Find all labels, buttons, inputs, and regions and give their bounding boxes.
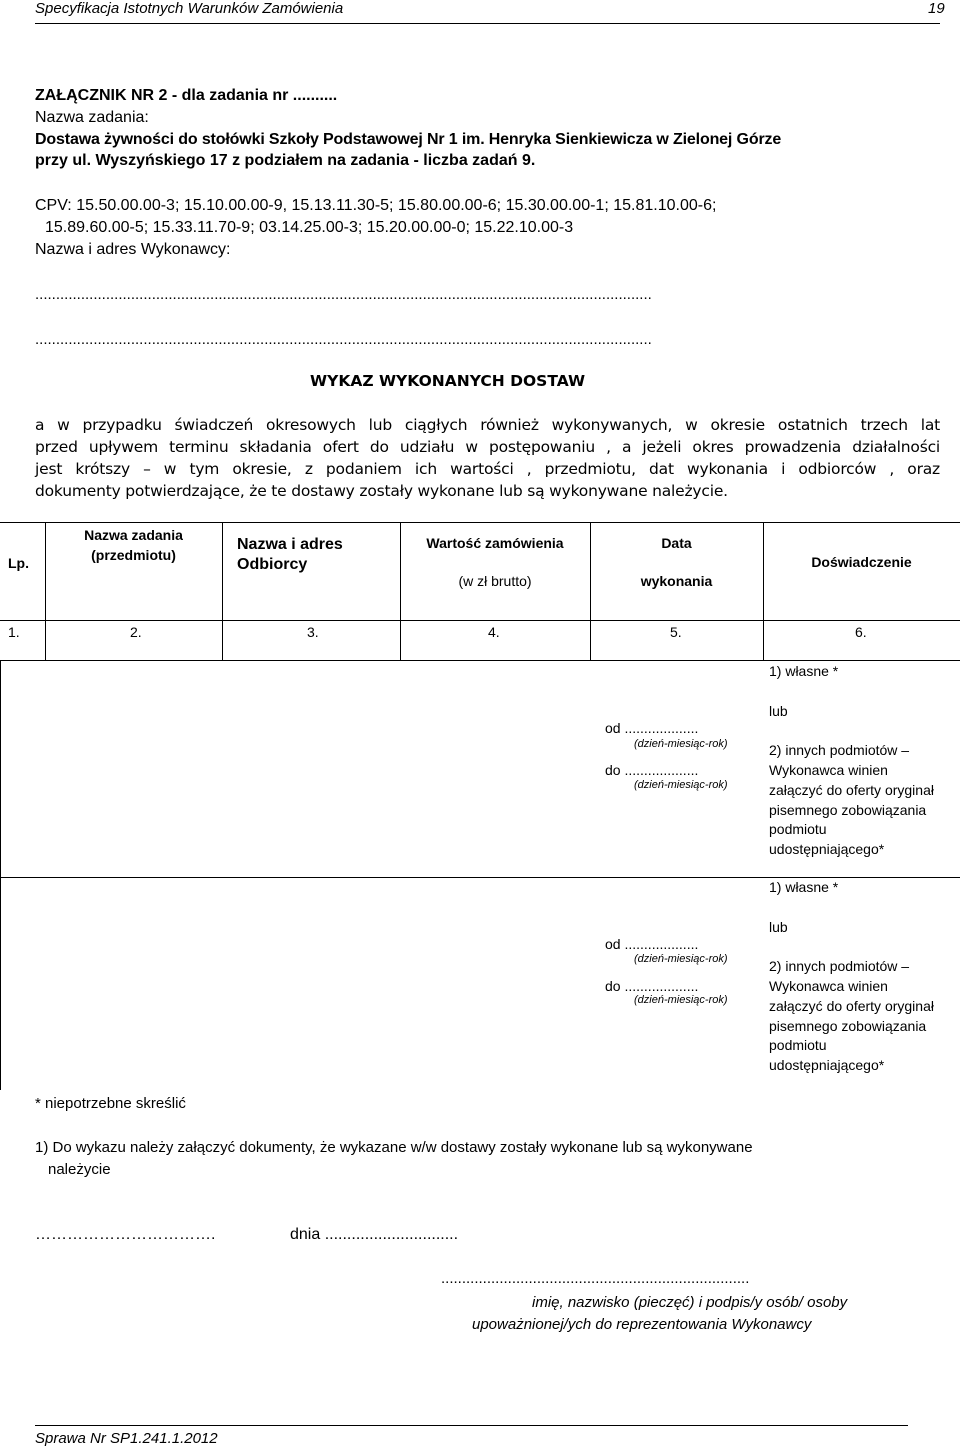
table-header-rule	[0, 620, 960, 621]
experience-line: 2) innych podmiotów –	[769, 958, 910, 975]
col-header-date-sub: wykonania	[640, 573, 713, 589]
experience-line: lub	[769, 918, 788, 935]
date-from: od ...................	[605, 720, 699, 736]
table-left-border	[0, 660, 1, 1090]
experience-line	[769, 682, 934, 702]
intro-line: a w przypadku świadczeń okresowych lub ciągłych również wykonywanych, w okresie ostatnich trzech lat	[35, 416, 940, 434]
col-header-value-sub: (w zł brutto)	[458, 573, 532, 589]
col-divider	[763, 522, 764, 660]
experience-line: podmiotu	[769, 1037, 827, 1054]
experience-line: załączyć do oferty oryginał	[769, 997, 934, 1014]
date-to: do ...................	[605, 762, 699, 778]
list-title: WYKAZ WYKONANYCH DOSTAW	[310, 372, 586, 390]
attachment-note-line-2: należycie	[48, 1161, 111, 1178]
col-number: 6.	[855, 624, 867, 640]
col-number: 5.	[670, 624, 682, 640]
col-divider	[222, 522, 223, 660]
table-number-rule	[0, 660, 960, 661]
col-header-experience: Doświadczenie	[811, 554, 912, 570]
signature-dots: ..........................................................................	[441, 1270, 750, 1287]
col-number: 2.	[130, 624, 142, 640]
signature-date: dnia ..............................	[290, 1226, 459, 1243]
annex-title: ZAŁĄCZNIK NR 2 - dla zadania nr ..........	[35, 87, 338, 104]
col-header-recipient	[237, 535, 343, 575]
cpv-line-2: 15.89.60.00-5; 15.33.11.70-9; 03.14.25.00-3; 15.20.00.00-0; 15.22.10.00-3	[45, 219, 574, 236]
experience-line: Wykonawca winien	[769, 977, 888, 994]
col-header-date: Data	[661, 535, 692, 551]
signature-line-1: imię, nazwisko (pieczęć) i podpis/y osób/ osoby	[532, 1294, 848, 1311]
contractor-dots-1: ....................................................................................................................................................	[35, 286, 652, 303]
date-to-hint: (dzień-miesiąc-rok)	[634, 994, 728, 1006]
experience-line: załączyć do oferty oryginał	[769, 781, 934, 798]
col-header-recipient-line: Odbiorcy	[237, 556, 308, 573]
col-number: 3.	[307, 624, 319, 640]
experience-line: 2) innych podmiotów –	[769, 742, 910, 759]
experience-line	[769, 937, 934, 957]
cpv-line-1: CPV: 15.50.00.00-3; 15.10.00.00-9, 15.13.11.30-5; 15.80.00.00-6; 15.30.00.00-1; 15.81.10.00-6;	[35, 197, 717, 214]
date-to-hint: (dzień-miesiąc-rok)	[634, 779, 728, 791]
col-header-name	[45, 525, 222, 565]
page-number: 19	[928, 0, 945, 17]
signature-line-2: upoważnionej/ych do reprezentowania Wykonawcy	[472, 1316, 812, 1333]
experience-line	[769, 898, 934, 918]
col-header-name-line: (przedmiotu)	[91, 547, 176, 563]
date-from: od ...................	[605, 936, 699, 952]
col-number: 4.	[488, 624, 500, 640]
col-header-recipient-line: Nazwa i adres	[237, 536, 343, 553]
strike-note: * niepotrzebne skreślić	[35, 1095, 186, 1112]
col-header-value: Wartość zamówienia	[426, 535, 564, 551]
experience-line: Wykonawca winien	[769, 761, 888, 778]
experience-options	[769, 878, 934, 1076]
intro-line: przed upływem terminu składania ofert do udziału w postępowaniu , a jeżeli okres prowadzenia działalności	[35, 438, 940, 456]
experience-line: udostępniającego*	[769, 841, 885, 858]
experience-line: lub	[769, 702, 788, 719]
intro-line: dokumenty potwierdzające, że te dostawy zostały wykonane lub są wykonywane należycie.	[35, 482, 728, 500]
experience-line: 1) własne *	[769, 879, 839, 895]
experience-line: podmiotu	[769, 821, 827, 838]
header-rule	[35, 23, 940, 24]
col-number: 1.	[8, 624, 20, 640]
date-to: do ...................	[605, 978, 699, 994]
experience-line	[769, 721, 934, 741]
experience-line: 1) własne *	[769, 663, 839, 679]
intro-paragraph	[35, 414, 940, 502]
experience-line: pisemnego zobowiązania	[769, 801, 927, 818]
col-header-lp: Lp.	[8, 555, 29, 571]
date-from-hint: (dzień-miesiąc-rok)	[634, 953, 728, 965]
task-line-1: Dostawa żywności do stołówki Szkoły Podstawowej Nr 1 im. Henryka Sienkiewicza w Zielonej Górze	[35, 131, 782, 148]
task-line-2: przy ul. Wyszyńskiego 17 z podziałem na zadania - liczba zadań 9.	[35, 152, 536, 169]
table-top-rule	[0, 522, 960, 523]
intro-line: jest krótszy – w tym okresie, z podaniem ich wartości , przedmiotu, dat wykonania i odbiorców , oraz	[35, 460, 940, 478]
task-label: Nazwa zadania:	[35, 109, 149, 126]
date-from-hint: (dzień-miesiąc-rok)	[634, 738, 728, 750]
header-title: Specyfikacja Istotnych Warunków Zamówienia	[35, 0, 344, 17]
attachment-note-line-1: 1) Do wykazu należy załączyć dokumenty, że wykazane w/w dostawy zostały wykonane lub są wykonywane	[35, 1139, 753, 1156]
signature-place: …………………………….	[35, 1226, 216, 1243]
experience-line: udostępniającego*	[769, 1057, 885, 1074]
experience-line: pisemnego zobowiązania	[769, 1017, 927, 1034]
contractor-label: Nazwa i adres Wykonawcy:	[35, 241, 231, 258]
col-header-name-line: Nazwa zadania	[84, 527, 183, 543]
experience-options	[769, 662, 934, 860]
footer-case-number: Sprawa Nr SP1.241.1.2012	[35, 1430, 218, 1447]
footer-rule	[35, 1425, 908, 1426]
contractor-dots-2: ....................................................................................................................................................	[35, 331, 652, 348]
